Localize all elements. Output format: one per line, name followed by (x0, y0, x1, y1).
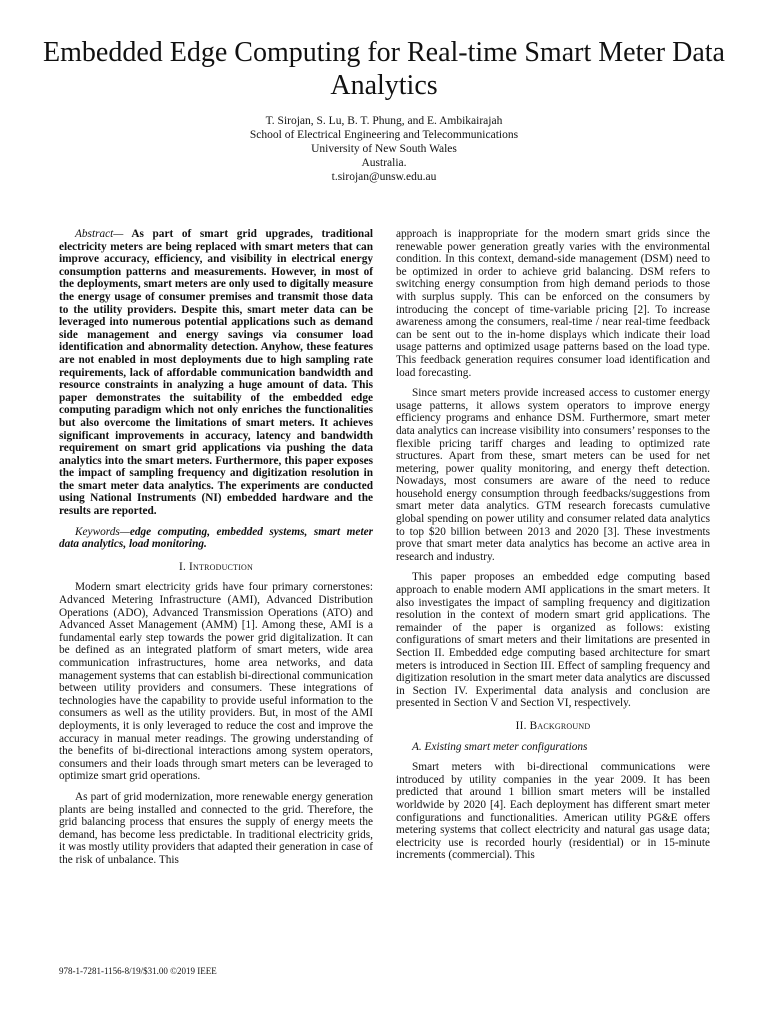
section-number: I. (179, 560, 187, 573)
intro-paragraph-2: As part of grid modernization, more renewable energy generation plants are being installed and connected to the grid. Therefore, the grid balancing process that ensures the supply of energy meets the demand, has become less predictable. In traditional electricity grids, it was mostly utility providers that adapted their generation in case of the risk of unbalance. This (59, 790, 373, 866)
section-heading-background (396, 720, 710, 733)
abstract-label: Abstract— (75, 228, 124, 240)
intro-paragraph-4: Since smart meters provide increased access to customer energy usage patterns, it allows system operators to improve energy efficiency programs and enhance DSM. Furthermore, smart meter data analytics can increase visibility into consumers’ responses to the flexible pricing tariff charges and leading to optimized rate structures. Apart from these, smart meters can be used for net metering, power quality monitoring, and energy theft detection. Nowadays, most consumers are aware of the need to reduce household energy consumption through feedbacks/suggestions from smart meter data analytics. GTM research forecasts cumulative global spending on power utility and consumer related data analytics to top $20 billion between 2013 and 2020 [3]. These investments prove that smart meter data analytics has become an active area in research and industry. (396, 387, 710, 563)
section-title: Introduction (189, 560, 253, 573)
keywords (59, 526, 373, 551)
intro-paragraph-5: This paper proposes an embedded edge computing based approach to enable modern AMI applications in the smart meters. It also investigates the impact of sampling frequency and digitization resolution in the context of modern smart grid applications. The remainder of the paper is organized as follows: existing configurations of smart meters and their limitations are presented in Section II. Embedded edge computing based architecture for smart meters is introduced in Section III. Effect of sampling frequency and digitization resolution in the smart meter data analytics are discussed in Section IV. Experimental data analysis and conclusion are presented in Section V and Section VI, respectively. (396, 571, 710, 710)
keywords-text: edge computing, embedded systems, smart meter data analytics, load monitoring. (59, 525, 373, 551)
section-heading-introduction (59, 561, 373, 574)
author-block (40, 114, 728, 184)
right-column (396, 228, 710, 870)
author-affiliation: School of Electrical Engineering and Telecommunications (249, 129, 519, 141)
subsection-heading: A. Existing smart meter configurations (412, 740, 588, 753)
section-title: Background (529, 719, 591, 732)
author-email: t.sirojan@unsw.edu.au (331, 171, 437, 183)
author-university: University of New South Wales (311, 143, 457, 155)
paper-title: Embedded Edge Computing for Real-time Smart Meter Data Analytics (43, 37, 725, 101)
author-names: T. Sirojan, S. Lu, B. T. Phung, and E. Ambikairajah (265, 115, 503, 127)
intro-paragraph-3: approach is inappropriate for the modern smart grids since the renewable power generation greatly varies with the environmental condition. In this context, demand-side management (DSM) need to be optimized in order to achieve grid balancing. DSM refers to switching energy consumption from high demand periods to those with surplus supply. This can be enforced on the consumers by introducing the concept of time-variable pricing [2]. To increase awareness among the consumers, real-time / near real-time feedback can be sent out to the in-home displays which indicate their load usage patterns and optimized usage patterns based on the load type. This feedback generation requires consumer load identification and load forecasting. (396, 228, 710, 379)
author-country: Australia. (361, 157, 407, 169)
copyright-footer: 978-1-7281-1156-8/19/$31.00 ©2019 IEEE (59, 966, 217, 976)
keywords-label: Keywords— (75, 525, 130, 538)
abstract (59, 228, 373, 518)
intro-paragraph-1: Modern smart electricity grids have four primary cornerstones: Advanced Metering Infrastructure (AMI), Advanced Distribution Operations (ADO), Advanced Transmission Operations (ATO) and Advanced Asset Management (AMM) [1]. Among these, AMI is a fundamental early step towards the power grid digitalization. It can be defined as an integrated platform of smart meters, wide area communication infrastructures, home area networks, and data management systems that can establish bi-directional communication between utility providers and consumers. These integrations of technologies have the capability to provide useful information to the consumers as well as the utility providers. But, in most of the AMI deployments, it is only leveraged to reduce the cost and improve the accuracy in manual meter readings. The growing understanding of the benefits of bi-directional interactions among system operators, consumers and their loads through smart meters can be leveraged to optimize smart grid operations. (59, 581, 373, 783)
background-paragraph-1: Smart meters with bi-directional communications were introduced by utility companies in the year 2009. It has been predicted that around 1 billion smart meters will be installed worldwide by 2020 [4]. Each deployment has different smart meter configurations and functionalities. American utility PG&E offers metering systems that collect electricity and natural gas usage data; electricity use is recorded hourly (residential) or in 15-minute increments (commercial). This (396, 761, 710, 862)
left-column (59, 228, 373, 875)
section-number: II. (515, 719, 527, 732)
abstract-text: As part of smart grid upgrades, traditional electricity meters are being replaced with smart meters that can improve accuracy, efficiency, and visibility in electrical energy consumption patterns and measurements. However, in most of the deployments, smart meters are only used to digitally measure the energy usage of consumer premises and transmit those data to the utility providers. Despite this, smart meter data can be leveraged into numerous potential applications such as demand side management and energy savings via consumer load identification and abnormality detection. Anyhow, these features are not enabled in most deployments due to high sampling rate requirements, lack of affordable communication bandwidth and resource constraints in analyzing a huge amount of data. This paper demonstrates the suitability of the embedded edge computing paradigm which not only enriches the functionalities but also overcome the limitations of smart meters. It achieves significant improvements in accuracy, latency and bandwidth requirement on smart grid applications via pushing the data analytics into the smart meters. Furthermore, this paper exposes the impact of sampling frequency and digitization resolution in the smart meter data analytics. The experiments are conducted using National Instruments (NI) embedded hardware and the results are reported. (59, 228, 373, 518)
